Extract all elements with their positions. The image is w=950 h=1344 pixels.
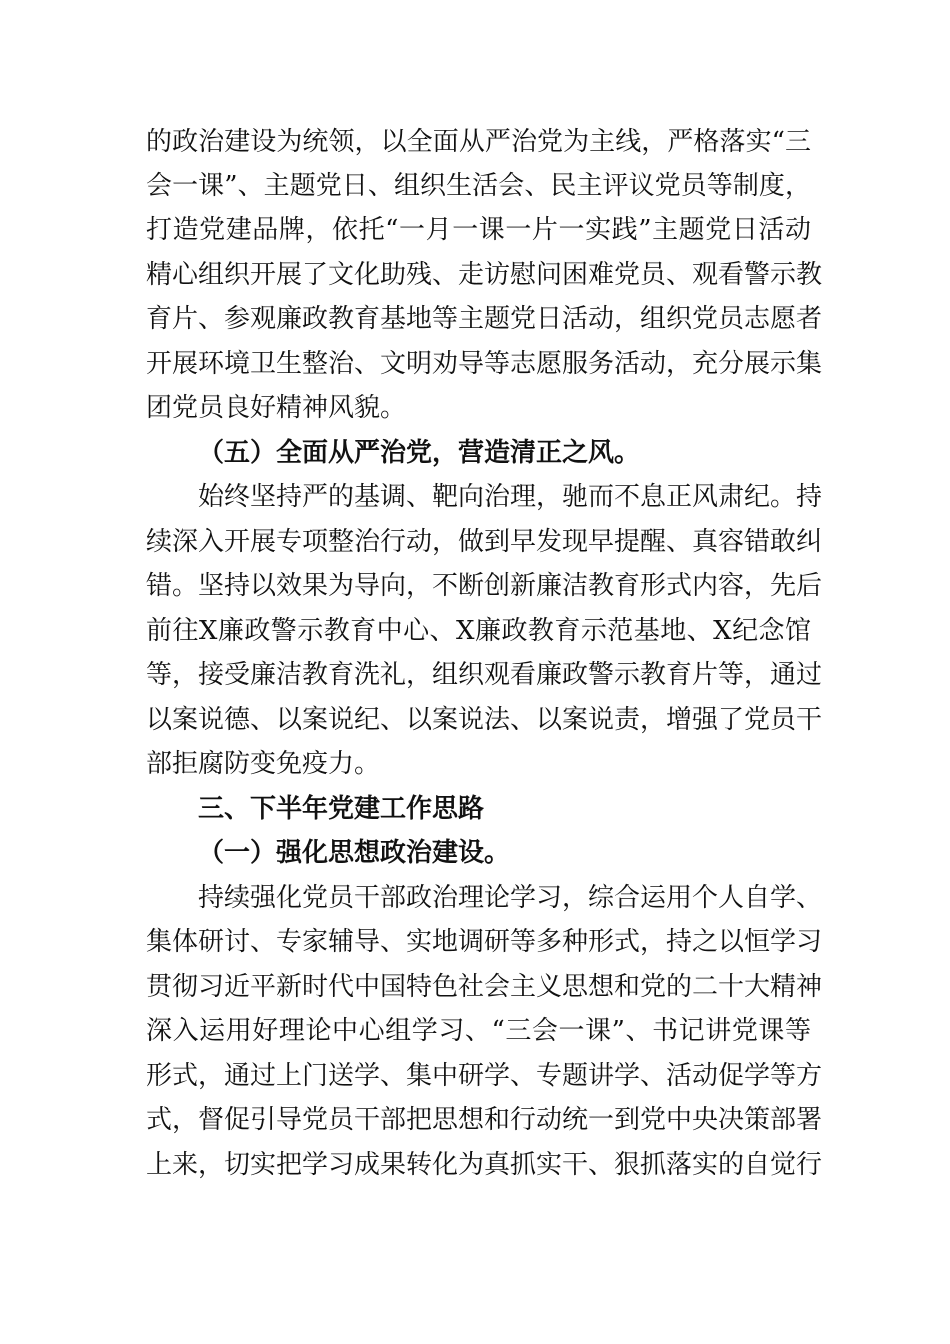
paragraph-line: 始终坚持严的基调、靶向治理，驰而不息正风肃纪。持 xyxy=(198,482,823,512)
paragraph-line: 式，督促引导党员干部把思想和行动统一到党中央决策部署 xyxy=(146,1105,823,1135)
paragraph-line: 集体研讨、专家辅导、实地调研等多种形式，持之以恒学习 xyxy=(146,927,823,957)
chapter-heading: 三、下半年党建工作思路 xyxy=(198,794,485,824)
paragraph-line: 开展环境卫生整治、文明劝导等志愿服务活动，充分展示集 xyxy=(146,349,823,379)
paragraph-line: 续深入开展专项整治行动，做到早发现早提醒、真容错敢纠 xyxy=(146,527,823,557)
paragraph-line: 的政治建设为统领，以全面从严治党为主线，严格落实“三 xyxy=(146,127,811,157)
paragraph-line: 打造党建品牌，依托“一月一课一片一实践”主题党日活动 xyxy=(146,215,811,245)
paragraph-line: 持续强化党员干部政治理论学习，综合运用个人自学、 xyxy=(198,883,823,913)
paragraph-line: 精心组织开展了文化助残、走访慰问困难党员、观看警示教 xyxy=(146,260,823,290)
paragraph-line: 贯彻习近平新时代中国特色社会主义思想和党的二十大精神 xyxy=(146,972,823,1002)
paragraph-line: 部拒腐防变免疫力。 xyxy=(146,749,381,779)
paragraph-line: 上来，切实把学习成果转化为真抓实干、狠抓落实的自觉行 xyxy=(146,1150,823,1180)
section-heading: （五）全面从严治党，营造清正之风。 xyxy=(198,438,641,468)
paragraph-line: 育片、参观廉政教育基地等主题党日活动，组织党员志愿者 xyxy=(146,304,823,334)
section-heading: （一）强化思想政治建设。 xyxy=(198,838,511,868)
paragraph-line: 深入运用好理论中心组学习、“三会一课”、书记讲党课等 xyxy=(146,1016,811,1046)
paragraph-line: 以案说德、以案说纪、以案说法、以案说责，增强了党员干 xyxy=(146,705,823,735)
paragraph-line: 错。坚持以效果为导向，不断创新廉洁教育形式内容，先后 xyxy=(146,571,823,601)
paragraph-line: 会一课”、主题党日、组织生活会、民主评议党员等制度， xyxy=(146,171,811,201)
paragraph-line: 等，接受廉洁教育洗礼，组织观看廉政警示教育片等，通过 xyxy=(146,660,823,690)
paragraph-line: 前往X廉政警示教育中心、X廉政教育示范基地、X纪念馆 xyxy=(146,616,811,646)
paragraph-line: 团党员良好精神风貌。 xyxy=(146,393,407,423)
paragraph-line: 形式，通过上门送学、集中研学、专题讲学、活动促学等方 xyxy=(146,1061,823,1091)
